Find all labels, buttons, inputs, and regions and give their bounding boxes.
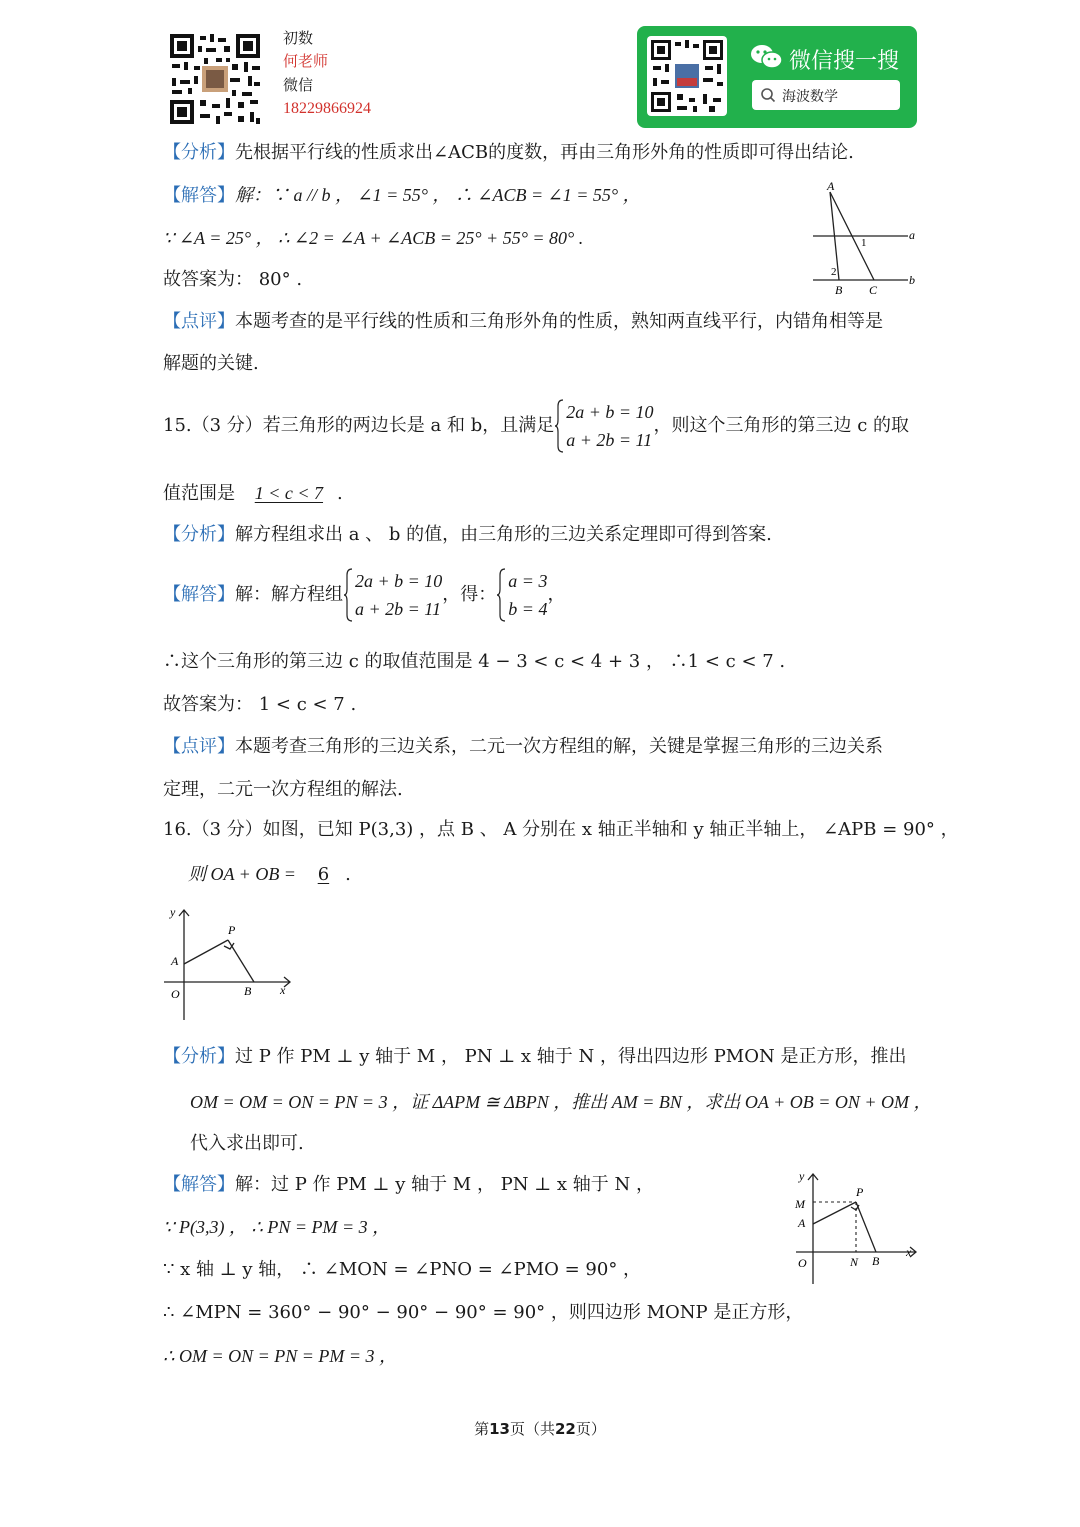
p15-stem-2 — [163, 481, 343, 506]
contact-line-2: 何老师 — [283, 52, 329, 70]
p15-sol-eq-2: a + 2b = 11 — [355, 599, 441, 619]
fig16s-label-A: A — [798, 1216, 806, 1230]
footer-post: 页） — [575, 1420, 606, 1438]
p15-sol-pre: 解：解方程组 — [235, 584, 343, 605]
p15-equation-system — [554, 398, 653, 454]
analysis-tag: 【分析】 — [163, 1046, 235, 1067]
footer-mid: 页（共 — [509, 1420, 555, 1438]
fig14-label-C: C — [869, 283, 878, 297]
footer-page-number: 13 — [489, 1420, 510, 1438]
p14-comment-1 — [163, 310, 883, 334]
p14-comment-2: 解题的关键. — [163, 353, 259, 374]
p16-analysis-1-text: 过 P 作 PM ⊥ y 轴于 M ， PN ⊥ x 轴于 N ，得出四边形 PMON 是正方形，推出 — [235, 1046, 907, 1067]
p14-solution-1 — [163, 183, 641, 208]
wechat-search-text: 海波数学 — [782, 89, 838, 105]
p15-answer: 故答案为： 1 < c < 7 . — [163, 694, 357, 715]
fig16-label-P: P — [228, 923, 236, 937]
p16-stem-1: 16.（3 分）如图，已知 P(3,3) ，点 B 、 A 分别在 x 轴正半轴和 y 轴正半轴上， ∠APB = 90° ， — [163, 819, 959, 840]
solution-tag: 【解答】 — [163, 185, 235, 206]
analysis-tag: 【分析】 — [163, 524, 235, 545]
solution-tag: 【解答】 — [163, 584, 235, 605]
p15-sol-mid: ，得： — [442, 584, 497, 605]
p15-result-2: b = 4 — [508, 599, 548, 619]
p16-solution-1 — [163, 1173, 654, 1197]
fig14-label-b: b — [909, 273, 915, 287]
comment-tag: 【点评】 — [163, 736, 235, 757]
p15-eq-1: 2a + b = 10 — [566, 402, 654, 422]
fig14-label-A: A — [827, 179, 835, 193]
fig16-label-A: A — [171, 954, 179, 968]
contact-line-3: 微信 — [283, 76, 314, 94]
p15-stem-2-post: . — [337, 483, 343, 504]
footer-pre: 第 — [474, 1420, 490, 1438]
p15-answer-blank: 1 < c < 7 — [254, 483, 324, 503]
fig16-label-O: O — [171, 987, 180, 1001]
header-qr-code — [168, 32, 262, 126]
p15-sol-system — [343, 567, 442, 623]
p16-sol-1-text: 解：过 P 作 PM ⊥ y 轴于 M ， PN ⊥ x 轴于 N ， — [235, 1174, 654, 1195]
p15-sol-eq-1: 2a + b = 10 — [355, 571, 443, 591]
fig16s-label-x: x — [906, 1245, 912, 1259]
p15-solution-2: ∴这个三角形的第三边 c 的取值范围是 4 − 3 < c < 4 + 3 ， ∴1 < c < 7 . — [163, 651, 786, 672]
p15-stem-post: ，则这个三角形的第三边 c 的取 — [653, 415, 910, 436]
wechat-search-box[interactable] — [752, 80, 900, 110]
p16-stem-2-pre: 则 OA + OB = — [188, 864, 296, 884]
fig16s-label-M: M — [795, 1197, 805, 1211]
fig16-label-y: y — [170, 905, 176, 919]
contact-line-1: 初数 — [283, 29, 314, 47]
p15-comment-1 — [163, 735, 883, 759]
p15-analysis-text: 解方程组求出 a 、 b 的值，由三角形的三边关系定理即可得到答案. — [235, 524, 772, 545]
p15-sol-post: ， — [547, 584, 566, 605]
page-footer — [0, 1418, 1080, 1439]
wechat-search-card[interactable] — [637, 26, 917, 128]
p15-stem-pre: 15.（3 分）若三角形的两边长是 a 和 b，且满足 — [163, 415, 555, 436]
fig14-label-2: 2 — [831, 266, 837, 278]
fig16s-label-y: y — [799, 1169, 805, 1183]
p16-solution-2: ∵ P(3,3) ， ∴ PN = PM = 3 ， — [163, 1217, 391, 1237]
p16-solution-3: ∵ x 轴 ⊥ y 轴， ∴ ∠MON = ∠PNO = ∠PMO = 90° ， — [163, 1259, 642, 1280]
p16-analysis-1 — [163, 1045, 906, 1069]
p15-comment-1-text: 本题考查三角形的三边关系，二元一次方程组的解，关键是掌握三角形的三边关系 — [235, 736, 883, 757]
p14-comment-1-text: 本题考查的是平行线的性质和三角形外角的性质，熟知两直线平行，内错角相等是 — [235, 311, 883, 332]
comment-tag: 【点评】 — [163, 311, 235, 332]
fig16-label-x: x — [280, 983, 286, 997]
fig16-label-B: B — [244, 984, 252, 998]
p15-analysis — [163, 523, 772, 547]
wechat-logo-icon — [749, 43, 785, 71]
fig16s-label-P: P — [856, 1185, 864, 1199]
p16-solution-4: ∴ ∠MPN = 360° − 90° − 90° − 90° = 90° ，则四边形 MONP 是正方形， — [163, 1302, 804, 1323]
p16-solution-5: ∴ OM = ON = PN = PM = 3 ， — [163, 1346, 398, 1366]
p15-result-system — [496, 567, 547, 623]
fig14-label-B: B — [835, 283, 843, 297]
contact-phone: 18229866924 — [283, 100, 371, 117]
p14-analysis-text: 先根据平行线的性质求出∠ACB的度数，再由三角形外角的性质即可得出结论. — [235, 142, 854, 163]
p15-solution-1 — [163, 567, 565, 623]
p14-figure-parallel-lines — [805, 178, 925, 300]
p14-answer: 故答案为： 80° . — [163, 269, 303, 290]
fig14-label-1: 1 — [861, 237, 867, 249]
p15-eq-2: a + 2b = 11 — [566, 430, 653, 450]
p15-result-1: a = 3 — [508, 571, 548, 591]
p14-analysis — [163, 141, 854, 165]
p14-sol-1-text: 解：∵ a // b ， ∠1 = 55° ， ∴ ∠ACB = ∠1 = 55° ， — [235, 185, 641, 205]
p16-analysis-2: OM = OM = ON = PN = 3 ，证 ΔAPM ≅ ΔBPN ，推出 AM = BN ，求出 OA + OB = ON + OM ， — [190, 1092, 932, 1112]
p16-analysis-3: 代入求出即可. — [190, 1133, 304, 1154]
fig14-label-a: a — [909, 228, 915, 242]
p15-comment-2: 定理，二元一次方程组的解法. — [163, 779, 403, 800]
p16-answer-blank: 6 — [317, 864, 330, 885]
analysis-tag: 【分析】 — [163, 142, 235, 163]
p15-stem — [163, 398, 909, 454]
p15-stem-2-pre: 值范围是 — [163, 483, 235, 504]
search-icon — [760, 87, 776, 103]
p16-solution-figure — [788, 1166, 923, 1288]
fig16s-label-N: N — [850, 1255, 859, 1269]
fig16s-label-B: B — [872, 1254, 880, 1268]
p16-stem-2 — [188, 862, 351, 887]
p16-figure-coordinate — [160, 902, 300, 1026]
wechat-title: 微信搜一搜 — [789, 49, 900, 74]
solution-tag: 【解答】 — [163, 1174, 235, 1195]
fig16s-label-O: O — [798, 1256, 807, 1270]
wechat-qr-code — [647, 36, 727, 116]
footer-total-pages: 22 — [555, 1420, 576, 1438]
p14-solution-2: ∵ ∠A = 25° ， ∴ ∠2 = ∠A + ∠ACB = 25° + 55° = 80° . — [163, 228, 584, 248]
p16-stem-2-post: . — [345, 864, 351, 885]
